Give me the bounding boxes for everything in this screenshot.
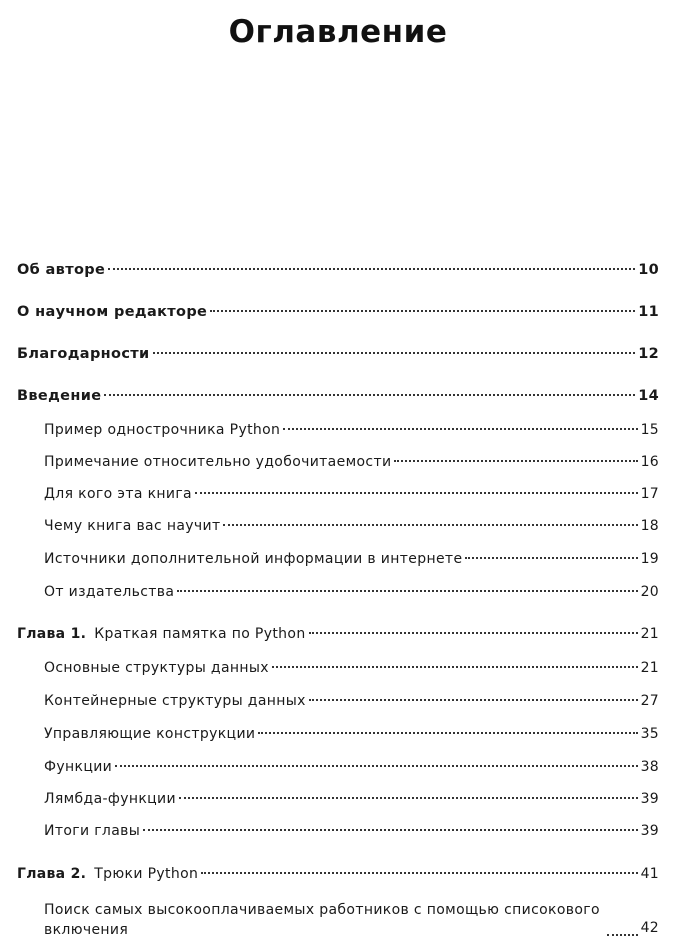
dot-leader xyxy=(272,666,638,668)
toc-entry-title: Управляющие конструкции xyxy=(44,726,256,742)
dot-leader xyxy=(179,797,638,799)
toc-entry[interactable] xyxy=(0,656,676,680)
toc-entry[interactable] xyxy=(0,580,676,604)
toc-entry-page: 17 xyxy=(640,486,659,502)
toc-chapter[interactable] xyxy=(0,862,676,886)
dot-leader xyxy=(283,428,637,430)
toc-entry-page: 41 xyxy=(640,866,659,882)
toc-entry-title: О научном редакторе xyxy=(17,304,208,320)
dot-leader xyxy=(258,732,637,734)
toc-entry-title: Краткая памятка по Python xyxy=(94,626,306,642)
toc-entry-title: Трюки Python xyxy=(94,866,199,882)
dot-leader xyxy=(309,699,638,701)
toc-entry[interactable] xyxy=(0,689,676,713)
toc-entry-title: Пример однострочника Python xyxy=(44,422,281,438)
toc-entry[interactable] xyxy=(0,547,676,571)
toc-entry-page: 38 xyxy=(640,759,659,775)
toc-entry-title: Источники дополнительной информации в интернете xyxy=(44,551,463,567)
toc-entry-page: 10 xyxy=(638,262,659,278)
toc-entry-page: 15 xyxy=(640,422,659,438)
dot-leader xyxy=(104,394,635,396)
toc-entry-page: 16 xyxy=(640,454,659,470)
toc-entry-title: Примечание относительно удобочитаемости xyxy=(44,454,392,470)
toc-entry[interactable] xyxy=(0,482,676,506)
toc-entry[interactable] xyxy=(0,258,676,282)
dot-leader xyxy=(143,829,637,831)
toc-entry-page: 14 xyxy=(638,388,659,404)
dot-leader xyxy=(607,934,638,936)
toc-entry-title: Поиск самых высокооплачиваемых работников с помощью списокового включения xyxy=(44,902,600,938)
toc-entry-title: Введение xyxy=(17,388,102,404)
toc-entry-title: Благодарности xyxy=(17,346,150,362)
toc-entry[interactable] xyxy=(0,450,676,474)
page-title: Оглавление xyxy=(228,14,448,50)
dot-leader xyxy=(108,268,635,270)
toc-entry-title: Итоги главы xyxy=(44,823,141,839)
toc-entry-title: Чему книга вас научит xyxy=(44,518,221,534)
dot-leader xyxy=(223,524,637,526)
toc-entry[interactable] xyxy=(0,819,676,843)
toc-entry-title: Об авторе xyxy=(17,262,106,278)
toc-chapter-label: Глава 1. xyxy=(17,626,87,642)
toc-entry[interactable] xyxy=(0,300,676,324)
toc-entry[interactable] xyxy=(0,384,676,408)
dot-leader xyxy=(201,872,637,874)
toc-entry[interactable] xyxy=(0,342,676,366)
toc-chapter-label: Глава 2. xyxy=(17,866,87,882)
toc-entry[interactable] xyxy=(0,755,676,779)
dot-leader xyxy=(465,557,637,559)
toc-entry-page: 39 xyxy=(640,823,659,839)
toc-entry-page: 12 xyxy=(638,346,659,362)
toc-entry[interactable] xyxy=(0,722,676,746)
toc-entry[interactable] xyxy=(0,896,676,940)
toc-entry-page: 21 xyxy=(640,660,659,676)
toc-entry[interactable] xyxy=(0,787,676,811)
toc-entry-page: 20 xyxy=(640,584,659,600)
dot-leader xyxy=(309,632,638,634)
toc-entry-page: 11 xyxy=(638,304,659,320)
toc-entry-page: 21 xyxy=(640,626,659,642)
toc-entry[interactable] xyxy=(0,514,676,538)
dot-leader xyxy=(210,310,635,312)
toc-chapter[interactable] xyxy=(0,622,676,646)
toc-entry-page: 39 xyxy=(640,791,659,807)
toc-entry-title: Основные структуры данных xyxy=(44,660,269,676)
dot-leader xyxy=(153,352,636,354)
toc-entry-title: Функции xyxy=(44,759,113,775)
toc-entry-title: Для кого эта книга xyxy=(44,486,192,502)
toc-entry-title: От издательства xyxy=(44,584,175,600)
toc-entry-page: 42 xyxy=(640,920,659,936)
toc-entry-title: Контейнерные структуры данных xyxy=(44,693,306,709)
toc-entry-page: 18 xyxy=(640,518,659,534)
toc-entry-page: 35 xyxy=(640,726,659,742)
dot-leader xyxy=(177,590,637,592)
toc-entry-page: 27 xyxy=(640,693,659,709)
dot-leader xyxy=(394,460,637,462)
toc-entry-page: 19 xyxy=(640,551,659,567)
toc-entry-title: Лямбда-функции xyxy=(44,791,176,807)
toc-entry[interactable] xyxy=(0,418,676,442)
dot-leader xyxy=(195,492,638,494)
dot-leader xyxy=(115,765,637,767)
